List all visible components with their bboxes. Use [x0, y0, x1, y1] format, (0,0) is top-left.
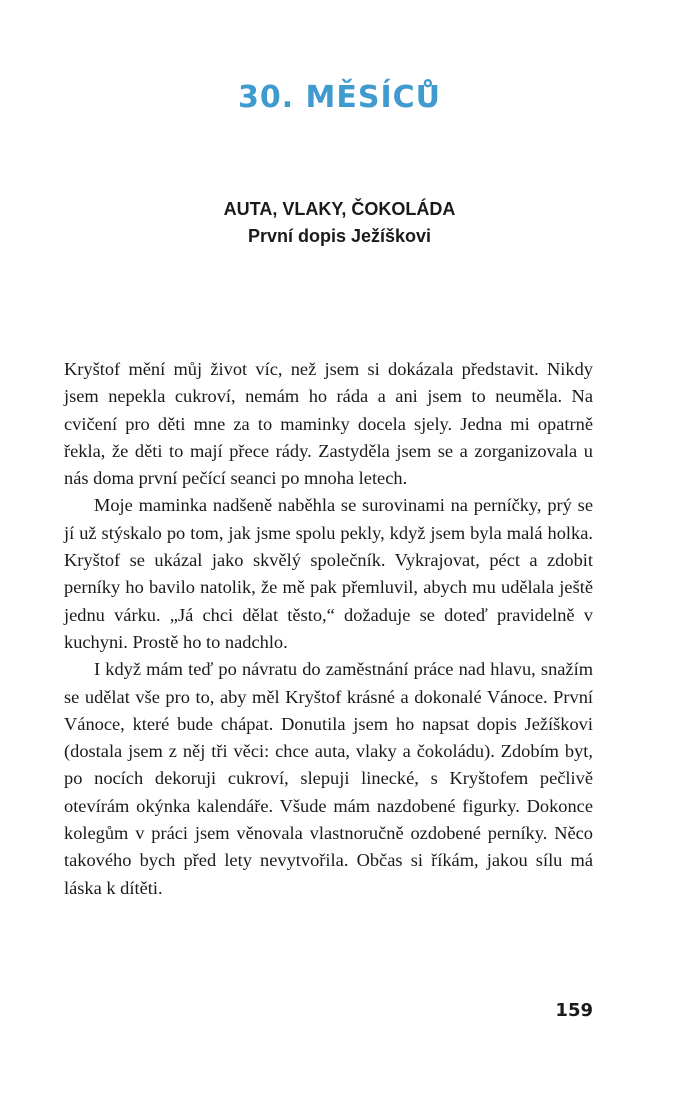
body-text — [64, 356, 593, 902]
paragraph-3: I když mám teď po návratu do zaměstnání práce nad hlavu, snažím se udělat vše pro to, aby měl Kryštof krásné a dokonalé Vánoce. První Vánoce, které bude chápat. Donutila jsem ho napsat dopis Ježíškovi (dostala jsem z něj tři věci: chce auta, vlaky a čokoládu). Zdobím byt, po nocích dekoruji cukroví, slepuji linecké, s Kryštofem pečlivě otevírám okýnka kalendáře. Všude mám nazdobené figurky. Dokonce kolegům v práci jsem věnovala vlastnoručně ozdobené perníky. Něco takového bych před lety nevytvořila. Občas si říkám, jakou sílu má láska k dítěti. — [64, 659, 593, 898]
paragraph-1: Kryštof mění můj život víc, než jsem si dokázala představit. Nikdy jsem nepekla cukroví, nemám ho ráda a ani jsem to neuměla. Na cvičení pro děti mne za to maminky docela sjely. Jedna mi opatrně řekla, že děti to mají přece rády. Zastyděla jsem se a zorganizovala u nás doma první pečící seanci po mnoha letech. — [64, 359, 593, 489]
section-title: AUTA, VLAKY, ČOKOLÁDA — [223, 199, 456, 219]
paragraph-2: Moje maminka nadšeně naběhla se surovinami na perníčky, prý se jí už stýskalo po tom, jak jsme spolu pekly, když jsem byla malá holka. Kryštof se ukázal jako skvělý společník. Vykrajovat, péct a zdobit perníky ho bavilo natolik, že mě pak přemluvil, abych mu udělala ještě jednu várku. „Já chci dělat těsto,“ dožaduje se doteď pravidelně v kuchyni. Prostě ho to nadchlo. — [64, 495, 593, 652]
chapter-title: 30. MĚSÍCŮ — [237, 80, 442, 115]
section-subtitle: První dopis Ježíškovi — [247, 226, 432, 246]
section-heading — [0, 196, 679, 250]
page-number: 159 — [555, 1000, 593, 1021]
